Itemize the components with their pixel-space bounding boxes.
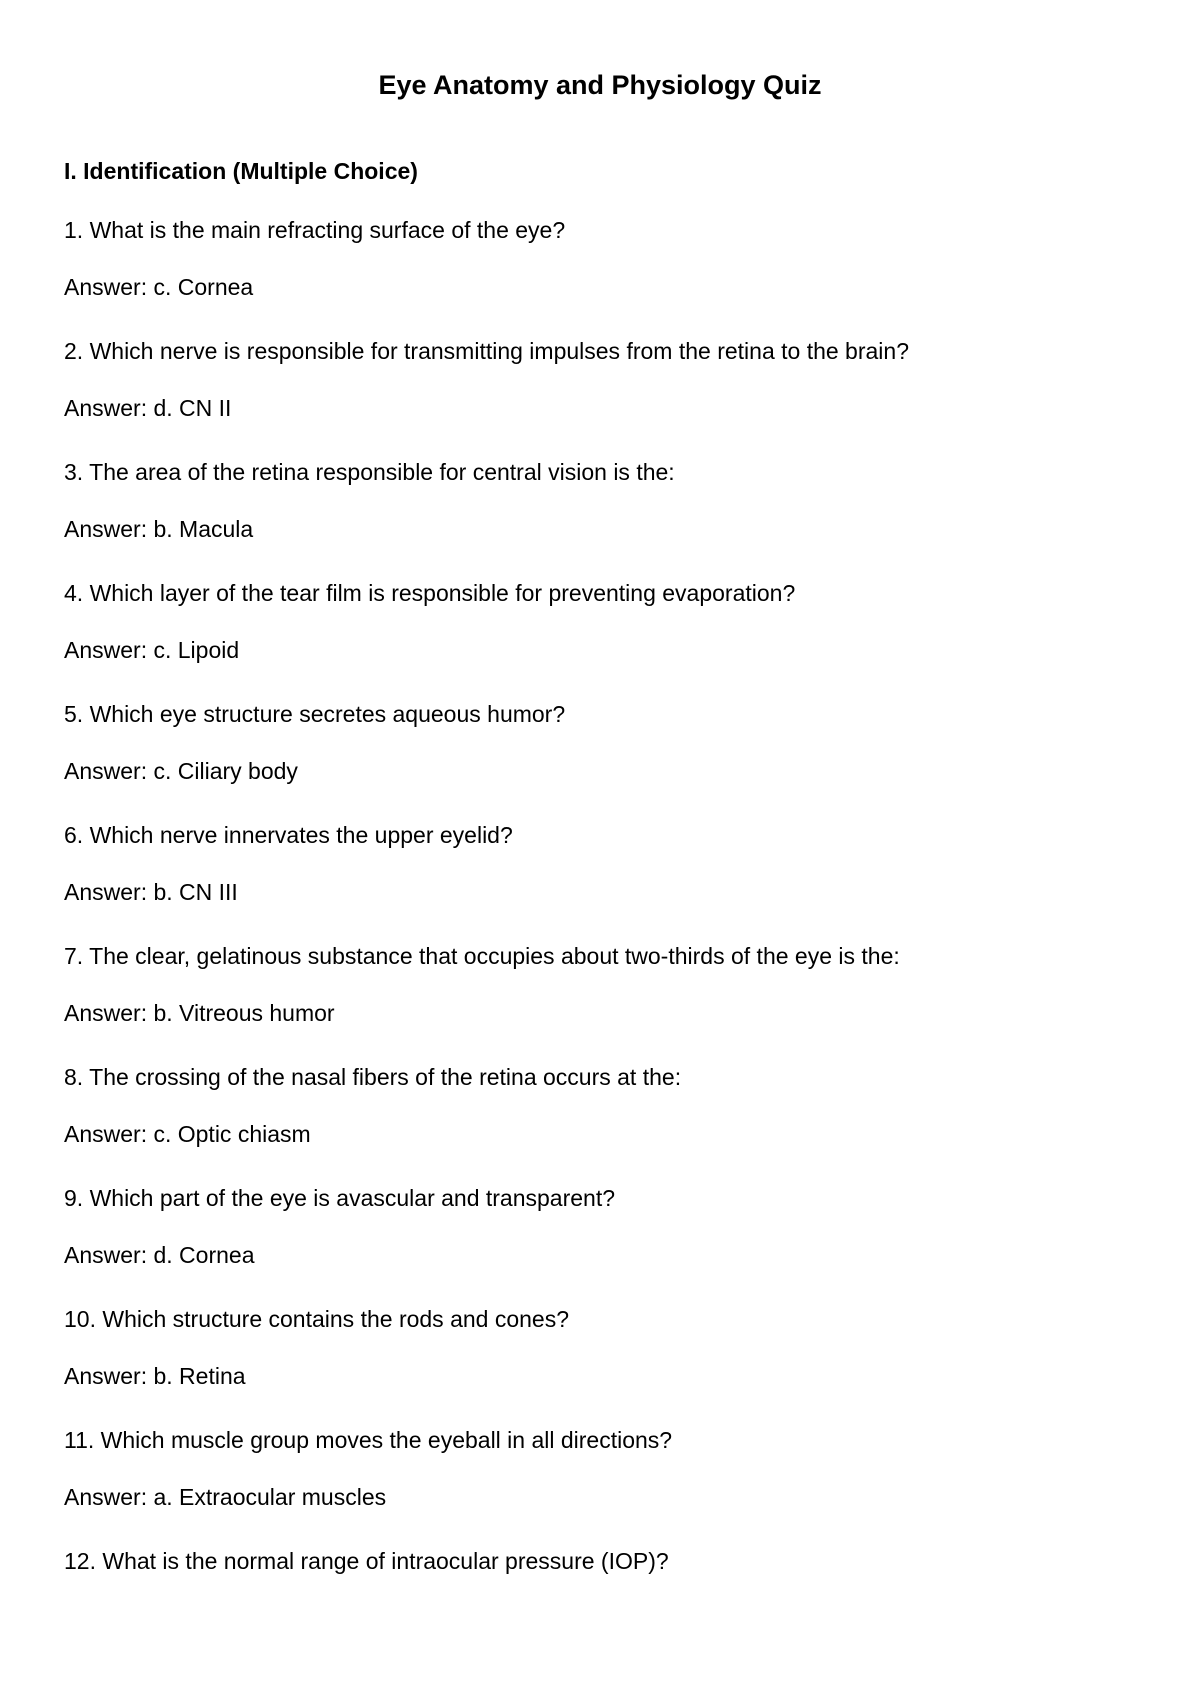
question-item <box>64 1425 1144 1512</box>
answer-text: Answer: b. CN III <box>64 879 238 905</box>
question-item <box>64 1062 1144 1149</box>
answer-text: Answer: c. Lipoid <box>64 637 240 663</box>
question-item <box>64 457 1144 544</box>
question-text: 8. The crossing of the nasal fibers of the retina occurs at the: <box>64 1064 682 1090</box>
answer-text: Answer: c. Cornea <box>64 274 254 300</box>
answer-text: Answer: a. Extraocular muscles <box>64 1484 387 1510</box>
answer-text: Answer: d. CN II <box>64 395 232 421</box>
question-text: 3. The area of the retina responsible for central vision is the: <box>64 459 675 485</box>
question-text: 5. Which eye structure secretes aqueous humor? <box>64 701 566 727</box>
question-text: 2. Which nerve is responsible for transmitting impulses from the retina to the brain? <box>64 338 909 364</box>
question-item <box>64 699 1144 786</box>
question-item <box>64 336 1144 423</box>
question-list <box>64 215 1144 1576</box>
answer-text: Answer: c. Ciliary body <box>64 758 298 784</box>
question-text: 6. Which nerve innervates the upper eyelid? <box>64 822 513 848</box>
answer-text: Answer: b. Vitreous humor <box>64 1000 335 1026</box>
answer-text: Answer: b. Macula <box>64 516 254 542</box>
answer-text: Answer: c. Optic chiasm <box>64 1121 311 1147</box>
question-item <box>64 941 1144 1028</box>
question-item <box>64 215 1144 302</box>
question-item <box>64 1183 1144 1270</box>
question-item <box>64 820 1144 907</box>
question-item <box>64 578 1144 665</box>
question-text: 10. Which structure contains the rods and cones? <box>64 1306 570 1332</box>
answer-text: Answer: b. Retina <box>64 1363 246 1389</box>
question-text: 1. What is the main refracting surface of the eye? <box>64 217 566 243</box>
question-text: 9. Which part of the eye is avascular and transparent? <box>64 1185 616 1211</box>
question-text: 4. Which layer of the tear film is responsible for preventing evaporation? <box>64 580 796 606</box>
question-text: 12. What is the normal range of intraocular pressure (IOP)? <box>64 1548 669 1574</box>
question-text: 7. The clear, gelatinous substance that occupies about two-thirds of the eye is the: <box>64 943 900 969</box>
section-heading: I. Identification (Multiple Choice) <box>64 158 418 184</box>
question-item <box>64 1304 1144 1391</box>
answer-text: Answer: d. Cornea <box>64 1242 255 1268</box>
question-text: 11. Which muscle group moves the eyeball in all directions? <box>64 1427 673 1453</box>
question-item <box>64 1546 1144 1576</box>
document-title: Eye Anatomy and Physiology Quiz <box>378 70 822 100</box>
